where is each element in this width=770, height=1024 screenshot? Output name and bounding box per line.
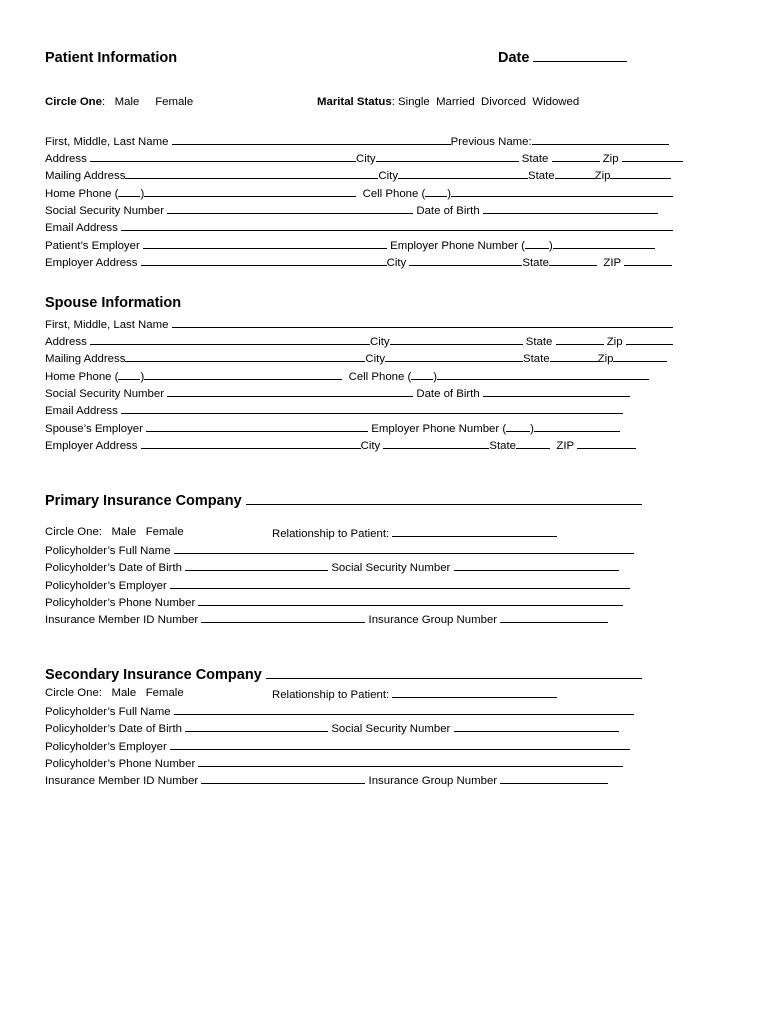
spouse-employer-phone-area-blank[interactable] xyxy=(506,420,530,432)
spouse-employer-state-blank[interactable] xyxy=(516,437,550,449)
primary-phone-label: Policyholder’s Phone Number xyxy=(45,597,196,609)
primary-circle-one-label: Circle One: xyxy=(45,526,102,538)
secondary-employer-row xyxy=(45,738,630,754)
secondary-relationship-label: Relationship to Patient: xyxy=(272,689,390,701)
primary-insurance-name-blank[interactable] xyxy=(246,490,642,505)
primary-relationship-row xyxy=(272,525,557,541)
secondary-member-id-row xyxy=(45,772,608,788)
spouse-mailing-blank[interactable] xyxy=(125,350,365,362)
state-blank[interactable] xyxy=(552,150,600,162)
marital-option-widowed[interactable]: Widowed xyxy=(532,96,580,108)
primary-dob-row xyxy=(45,559,619,575)
email-label: Email Address xyxy=(45,222,118,234)
primary-group-label: Insurance Group Number xyxy=(368,614,498,626)
spouse-mailing-label: Mailing Address xyxy=(45,353,126,365)
spouse-cell-phone-label: Cell Phone ( xyxy=(348,371,412,383)
employer-zip-label: ZIP xyxy=(603,257,621,269)
spouse-section-title: Spouse Information xyxy=(45,295,182,311)
spouse-zip-blank[interactable] xyxy=(626,333,673,345)
spouse-dob-blank[interactable] xyxy=(483,385,630,397)
secondary-full-name-row xyxy=(45,703,634,719)
spouse-address-blank[interactable] xyxy=(90,333,370,345)
spouse-name-blank[interactable] xyxy=(172,316,673,328)
patient-email-row xyxy=(45,219,673,235)
spouse-cell-phone-area-blank[interactable] xyxy=(411,368,433,380)
date-blank[interactable] xyxy=(533,50,627,62)
spouse-employer-blank[interactable] xyxy=(146,420,368,432)
mailing-zip-label: Zip xyxy=(594,170,611,182)
primary-full-name-blank[interactable] xyxy=(174,542,634,554)
employer-city-blank[interactable] xyxy=(409,254,522,266)
secondary-ssn-label: Social Security Number xyxy=(331,723,451,735)
spouse-address-label: Address xyxy=(45,336,87,348)
spouse-address-row xyxy=(45,333,673,349)
primary-sex-male[interactable]: Male xyxy=(111,526,137,538)
city-blank[interactable] xyxy=(376,150,519,162)
patient-phone-row: Home Phone ( ) Cell Phone ( ) xyxy=(45,185,673,201)
patient-sex-row: Circle One: Male Female xyxy=(45,96,194,108)
primary-phone-blank[interactable] xyxy=(198,594,623,606)
name-blank[interactable] xyxy=(172,133,451,145)
primary-member-id-label: Insurance Member ID Number xyxy=(45,614,199,626)
spouse-employer-address-blank[interactable] xyxy=(141,437,361,449)
zip-blank[interactable] xyxy=(622,150,683,162)
spouse-mailing-zip-blank[interactable] xyxy=(613,350,667,362)
ssn-blank[interactable] xyxy=(167,202,413,214)
date-label: Date xyxy=(498,50,530,66)
primary-insurance-row xyxy=(45,490,642,510)
employer-blank[interactable] xyxy=(143,237,387,249)
employer-city-label: City xyxy=(386,257,407,269)
secondary-insurance-title: Secondary Insurance Company xyxy=(45,667,262,683)
spouse-mailing-zip-label: Zip xyxy=(597,353,614,365)
spouse-employer-zip-label: ZIP xyxy=(556,440,574,452)
spouse-cell-phone-blank[interactable] xyxy=(437,368,649,380)
secondary-employer-label: Policyholder’s Employer xyxy=(45,741,167,753)
home-phone-blank[interactable] xyxy=(144,185,356,197)
spouse-dob-label: Date of Birth xyxy=(416,388,480,400)
primary-member-id-blank[interactable] xyxy=(201,611,365,623)
spouse-ssn-row xyxy=(45,385,630,401)
sex-option-female[interactable]: Female xyxy=(155,96,194,108)
previous-name-blank[interactable] xyxy=(532,133,669,145)
patient-name-row xyxy=(45,133,669,149)
secondary-phone-blank[interactable] xyxy=(198,755,623,767)
spouse-employer-city-label: City xyxy=(360,440,381,452)
secondary-phone-label: Policyholder’s Phone Number xyxy=(45,758,196,770)
primary-phone-row xyxy=(45,594,623,610)
employer-phone-blank[interactable] xyxy=(553,237,655,249)
primary-full-name-label: Policyholder’s Full Name xyxy=(45,545,171,557)
primary-insurance-title: Primary Insurance Company xyxy=(45,493,242,509)
patient-section-title: Patient Information xyxy=(45,50,178,66)
previous-name-label: Previous Name: xyxy=(450,136,532,148)
spouse-mailing-city-blank[interactable] xyxy=(385,350,523,362)
spouse-employer-zip-blank[interactable] xyxy=(577,437,636,449)
circle-one-label: Circle One xyxy=(45,96,102,108)
date-field[interactable] xyxy=(498,49,627,67)
secondary-ssn-blank[interactable] xyxy=(454,720,619,732)
secondary-circle-one-label: Circle One: xyxy=(45,687,102,699)
spouse-ssn-label: Social Security Number xyxy=(45,388,165,400)
marital-status-label: Marital Status xyxy=(317,96,392,108)
secondary-dob-label: Policyholder’s Date of Birth xyxy=(45,723,182,735)
secondary-insurance-row xyxy=(45,664,642,684)
patient-employer-address-row xyxy=(45,254,672,270)
spouse-email-label: Email Address xyxy=(45,405,118,417)
primary-relationship-label: Relationship to Patient: xyxy=(272,528,390,540)
marital-status-row: Marital Status: Single Married Divorced Widowed xyxy=(317,96,580,108)
primary-employer-row xyxy=(45,577,630,593)
employer-address-label: Employer Address xyxy=(45,257,138,269)
patient-employer-row: Patient’s Employer Employer Phone Number ( ) xyxy=(45,237,655,253)
mailing-zip-blank[interactable] xyxy=(610,167,671,179)
spouse-mailing-city-label: City xyxy=(365,353,386,365)
secondary-full-name-blank[interactable] xyxy=(174,703,634,715)
secondary-employer-blank[interactable] xyxy=(170,738,630,750)
address-blank[interactable] xyxy=(90,150,356,162)
spouse-city-blank[interactable] xyxy=(390,333,523,345)
primary-ssn-blank[interactable] xyxy=(454,559,619,571)
marital-option-married[interactable]: Married xyxy=(436,96,475,108)
employer-phone-label: Employer Phone Number ( xyxy=(390,240,525,252)
primary-dob-blank[interactable] xyxy=(185,559,328,571)
spouse-name-label: First, Middle, Last Name xyxy=(45,319,169,331)
primary-dob-label: Policyholder’s Date of Birth xyxy=(45,562,182,574)
spouse-employer-row: Spouse’s Employer Employer Phone Number ( ) xyxy=(45,420,620,436)
spouse-state-label: State xyxy=(525,336,553,348)
name-label: First, Middle, Last Name xyxy=(45,136,169,148)
primary-group-blank[interactable] xyxy=(500,611,608,623)
secondary-sex-row xyxy=(45,686,184,700)
spouse-home-phone-area-blank[interactable] xyxy=(118,368,140,380)
dob-label: Date of Birth xyxy=(416,205,480,217)
spouse-city-label: City xyxy=(369,336,390,348)
address-label: Address xyxy=(45,153,87,165)
employer-phone-area-blank[interactable] xyxy=(525,237,549,249)
secondary-group-label: Insurance Group Number xyxy=(368,775,498,787)
mailing-state-label: State xyxy=(528,170,555,182)
employer-address-blank[interactable] xyxy=(141,254,387,266)
cell-phone-blank[interactable] xyxy=(451,185,673,197)
cell-phone-area-blank[interactable] xyxy=(425,185,447,197)
mailing-blank[interactable] xyxy=(125,167,378,179)
mailing-city-blank[interactable] xyxy=(398,167,528,179)
spouse-employer-phone-label: Employer Phone Number ( xyxy=(371,423,507,435)
mailing-city-label: City xyxy=(378,170,399,182)
spouse-phone-row: Home Phone ( ) Cell Phone ( ) xyxy=(45,368,649,384)
secondary-sex-male[interactable]: Male xyxy=(111,687,137,699)
spouse-state-blank[interactable] xyxy=(556,333,604,345)
primary-member-id-row xyxy=(45,611,608,627)
cell-phone-label: Cell Phone ( xyxy=(362,188,426,200)
secondary-group-blank[interactable] xyxy=(500,772,608,784)
secondary-insurance-name-blank[interactable] xyxy=(266,664,642,679)
secondary-relationship-row xyxy=(272,686,557,702)
email-blank[interactable] xyxy=(121,219,673,231)
patient-mailing-row xyxy=(45,167,671,183)
spouse-employer-address-label: Employer Address xyxy=(45,440,138,452)
spouse-mailing-state-blank[interactable] xyxy=(550,350,598,362)
primary-employer-blank[interactable] xyxy=(170,577,630,589)
secondary-sex-female[interactable]: Female xyxy=(145,687,184,699)
spouse-email-row xyxy=(45,402,623,418)
spouse-home-phone-blank[interactable] xyxy=(144,368,342,380)
secondary-full-name-label: Policyholder’s Full Name xyxy=(45,706,171,718)
employer-label: Patient’s Employer xyxy=(45,240,140,252)
spouse-mailing-state-label: State xyxy=(523,353,550,365)
employer-zip-blank[interactable] xyxy=(624,254,672,266)
secondary-relationship-blank[interactable] xyxy=(392,686,557,698)
mailing-state-blank[interactable] xyxy=(555,167,595,179)
employer-state-label: State xyxy=(522,257,550,269)
zip-label: Zip xyxy=(602,153,619,165)
spouse-home-phone-label: Home Phone ( xyxy=(45,371,119,383)
patient-address-row xyxy=(45,150,683,166)
secondary-dob-blank[interactable] xyxy=(185,720,328,732)
mailing-label: Mailing Address xyxy=(45,170,126,182)
primary-relationship-blank[interactable] xyxy=(392,525,557,537)
ssn-label: Social Security Number xyxy=(45,205,165,217)
secondary-dob-row xyxy=(45,720,619,736)
spouse-mailing-row xyxy=(45,350,667,366)
primary-sex-female[interactable]: Female xyxy=(145,526,184,538)
spouse-zip-label: Zip xyxy=(606,336,623,348)
state-label: State xyxy=(521,153,549,165)
primary-ssn-label: Social Security Number xyxy=(331,562,451,574)
patient-ssn-row xyxy=(45,202,658,218)
primary-employer-label: Policyholder’s Employer xyxy=(45,580,167,592)
home-phone-area-blank[interactable] xyxy=(118,185,140,197)
primary-sex-row xyxy=(45,525,184,539)
secondary-phone-row xyxy=(45,755,623,771)
spouse-employer-city-blank[interactable] xyxy=(383,437,489,449)
city-label: City xyxy=(355,153,376,165)
secondary-member-id-blank[interactable] xyxy=(201,772,365,784)
spouse-employer-address-row xyxy=(45,437,636,453)
spouse-employer-phone-blank[interactable] xyxy=(534,420,620,432)
secondary-member-id-label: Insurance Member ID Number xyxy=(45,775,199,787)
spouse-employer-state-label: State xyxy=(489,440,517,452)
spouse-name-row xyxy=(45,316,673,332)
sex-option-male[interactable]: Male xyxy=(114,96,140,108)
dob-blank[interactable] xyxy=(483,202,658,214)
spouse-employer-label: Spouse’s Employer xyxy=(45,423,143,435)
spouse-ssn-blank[interactable] xyxy=(167,385,413,397)
employer-state-blank[interactable] xyxy=(549,254,597,266)
home-phone-label: Home Phone ( xyxy=(45,188,119,200)
marital-option-single[interactable]: Single xyxy=(398,96,430,108)
marital-option-divorced[interactable]: Divorced xyxy=(481,96,526,108)
primary-full-name-row xyxy=(45,542,634,558)
spouse-email-blank[interactable] xyxy=(121,402,623,414)
